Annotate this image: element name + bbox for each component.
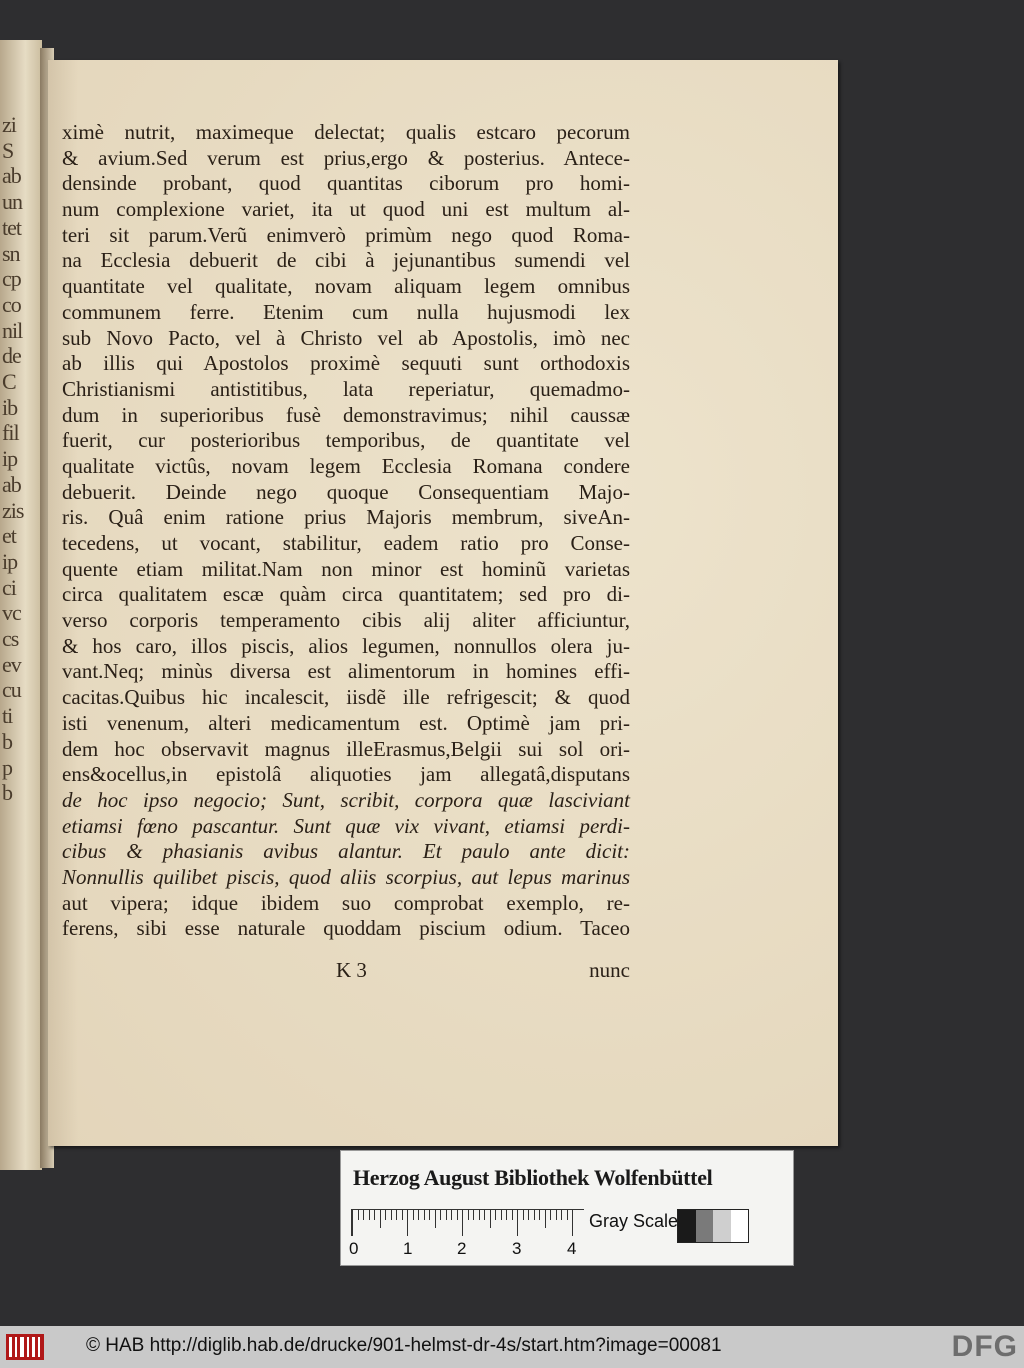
text-line: ximè nutrit, maximeque delectat; qualis estcaro pecorum [62,120,630,144]
ruler-number: 4 [567,1239,577,1258]
facing-page-fragment: ti [2,703,13,729]
library-name: Herzog August Bibliothek Wolfenbüttel [353,1165,713,1190]
ruler-tick [528,1210,529,1220]
text-line: de hoc ipso negocio; Sunt, scribit, corpora quæ lasciviant [62,787,630,812]
facing-page-fragment: fil [2,420,19,446]
text-line: etiamsi fœno pascantur. Sunt quæ vix vivant, etiamsi perdi- [62,813,630,838]
ruler-tick [561,1210,562,1220]
text-line: densinde probant, quod quantitas ciborum pro homi- [62,171,630,196]
text-line: num complexione variet, ita ut quod uni est multum al- [62,197,630,222]
facing-page-fragment: vc [2,600,21,626]
facing-page-fragment: b [2,780,12,806]
text-line: debuerit. Deinde nego quoque Consequentiam Majo- [62,479,630,504]
scale-ruler [351,1209,584,1236]
ruler-tick [468,1210,469,1220]
ruler-tick [556,1210,557,1220]
ruler-tick [363,1210,364,1220]
text-line: ab illis qui Apostolos proximè sequuti sunt orthodoxis [62,351,630,376]
text-line: verso corporis temperamento cibis alij aliter afficiuntur, [62,608,630,633]
ruler-tick [385,1210,386,1220]
text-line: na Ecclesia debuerit de cibi à jejunantibus sumendi vel [62,248,630,273]
ruler-tick [457,1210,458,1220]
text-line: communem ferre. Etenim cum nulla hujusmodi lex [62,299,630,324]
ruler-tick [358,1210,359,1220]
facing-page-fragment: C [2,369,16,394]
text-line: fuerit, cur posterioribus temporibus, de quantitate vel [62,428,630,453]
ruler-number: 0 [349,1239,359,1258]
ruler-tick [479,1210,480,1220]
ruler-tick [407,1210,408,1236]
viewer-footer [0,1326,1024,1368]
ruler-tick [413,1210,414,1220]
text-line: ferens, sibi esse naturale quoddam piscium odium. Taceo [62,916,630,941]
text-line: quantitate vel qualitate, novam aliquam legem omnibus [62,274,630,299]
facing-page-fragment: p [2,754,12,780]
ruler-tick [501,1210,502,1220]
facing-page-fragment: ip [2,446,18,472]
facing-page-fragment: nil [2,317,23,343]
facing-page-fragment: sn [2,240,20,266]
text-line: vant.Neq; minùs diversa est alimentorum in homines effi- [62,659,630,684]
facing-page-fragment: ab [2,471,21,497]
facing-page-fragment: ab [2,163,21,189]
text-line: cibus & phasianis avibus alantur. Et paulo ante dicit: [62,839,630,864]
text-line: dum in superioribus fusè demonstravimus; nihil caussæ [62,402,630,427]
facing-page-fragment: de [2,343,21,369]
ruler-tick [451,1210,452,1220]
ruler-tick [429,1210,430,1220]
ruler-number: 2 [457,1239,467,1258]
ruler-tick [512,1210,513,1220]
facing-page-fragment: cp [2,266,21,292]
facing-page-fragment: ev [2,651,21,677]
page-text [62,120,630,942]
ruler-tick [369,1210,370,1220]
gray-swatch [696,1210,714,1242]
text-line: & avium.Sed verum est prius,ergo & posterius. Antece- [62,145,630,170]
text-line: Christianismi antistitibus, lata reperiatur, quemadmo- [62,376,630,401]
ruler-tick [380,1210,381,1228]
signature-mark: K 3 [336,958,367,982]
catchword: nunc [589,958,630,982]
gray-scale-label: Gray Scale [589,1211,679,1231]
text-line: qualitate victûs, novam legem Ecclesia Romana condere [62,453,630,478]
text-line: sub Novo Pacto, vel à Christo vel ab Apostolis, imò nec [62,325,630,350]
ruler-tick [402,1210,403,1220]
text-line: & hos caro, illos piscis, alios legumen, nonnullos olera ju- [62,633,630,658]
ruler-tick [396,1210,397,1220]
ruler-tick [462,1210,463,1236]
ruler-tick [374,1210,375,1220]
text-line: dem hoc observavit magnus illeErasmus,Belgii sui sol ori- [62,736,630,761]
text-line: aut vipera; idque ibidem suo comprobat exemplo, re- [62,890,630,915]
ruler-tick [473,1210,474,1220]
text-line: Nonnullis quilibet piscis, quod aliis scorpius, aut lepus marinus [62,864,630,889]
ruler-tick [352,1210,353,1236]
ruler-tick [572,1210,573,1236]
text-line: ris. Quâ enim ratione prius Majoris membrum, siveAn- [62,505,630,530]
ruler-tick [539,1210,540,1220]
ruler-tick [567,1210,568,1220]
ruler-number: 1 [403,1239,413,1258]
facing-page-fragment: ib [2,394,18,420]
text-line: cacitas.Quibus hic incalescit, iisdẽ ille refrigescit; & quod [62,685,630,710]
facing-page-fragment: et [2,523,16,549]
ruler-tick [435,1210,436,1228]
facing-page-edge [0,40,42,1170]
gray-swatch [678,1210,696,1242]
facing-page-fragment: S [2,137,14,163]
ruler-tick [523,1210,524,1220]
facing-page-fragment: tet [2,214,21,240]
ruler-tick [534,1210,535,1220]
text-line: quente etiam militat.Nam non minor est hominũ varietas [62,556,630,581]
facing-page-fragment: ci [2,574,16,600]
ruler-tick [490,1210,491,1228]
facing-page-fragment: ip [2,548,18,574]
barcode-logo-icon [6,1334,44,1360]
text-line: circa qualitatem escæ quàm circa quantitatem; sed pro di- [62,582,630,607]
facing-page-fragment: un [2,189,22,215]
page-footer-line [62,958,630,984]
text-line: isti venenum, alteri medicamentum est. Optimè jam pri- [62,710,630,735]
library-color-card [340,1150,794,1266]
facing-page-fragment: zi [2,112,16,137]
facing-page-fragment: cu [2,677,21,703]
ruler-tick [506,1210,507,1220]
text-line: teri sit parum.Verũ enimverò primùm nego quod Roma- [62,222,630,247]
ruler-tick [446,1210,447,1220]
facing-page-fragment: zis [2,497,24,523]
ruler-tick [517,1210,518,1236]
credit-link[interactable]: © HAB http://diglib.hab.de/drucke/901-helmst-dr-4s/start.htm?image=00081 [86,1335,722,1356]
gray-swatch [731,1210,749,1242]
dfg-logo: DFG [951,1330,1018,1363]
ruler-tick [550,1210,551,1220]
ruler-tick [440,1210,441,1220]
facing-page-fragment: cs [2,626,19,651]
gray-swatch [713,1210,731,1242]
ruler-tick [545,1210,546,1228]
ruler-tick [418,1210,419,1220]
ruler-tick [495,1210,496,1220]
facing-page-fragment: b [2,728,12,754]
text-line: ens&ocellus,in epistolâ aliquoties jam allegatâ,disputans [62,762,630,787]
gray-scale-swatches [677,1209,749,1243]
text-line: tecedens, ut vocant, stabilitur, eadem ratio pro Conse- [62,531,630,555]
ruler-tick [484,1210,485,1220]
ruler-tick [424,1210,425,1220]
facing-page-fragment: co [2,291,21,317]
ruler-number: 3 [512,1239,522,1258]
ruler-tick [391,1210,392,1220]
